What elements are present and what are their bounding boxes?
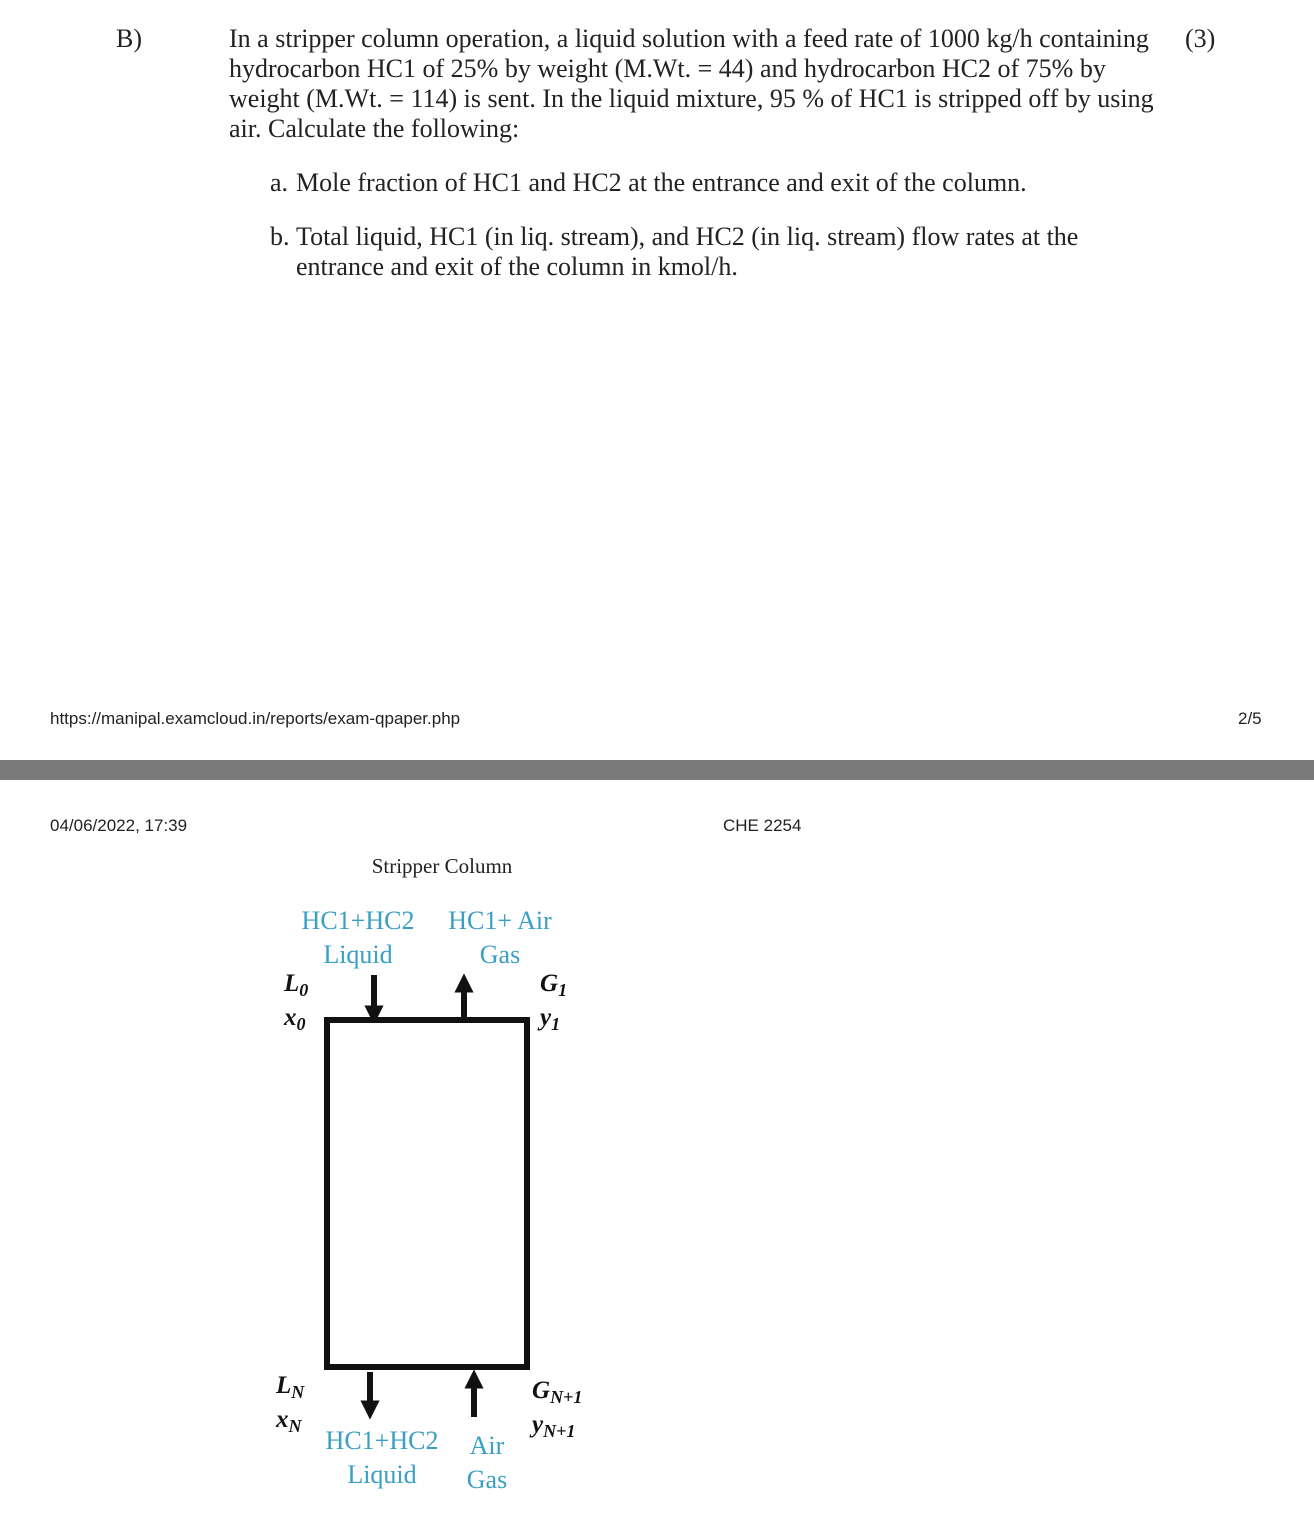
stripper-column-diagram — [260, 845, 640, 1505]
sub-question-b — [270, 222, 1140, 282]
G1-label: $G_1$ — [540, 970, 568, 1000]
header-datetime: 04/06/2022, 17:39 — [50, 816, 188, 835]
sub-question-b-letter: b. — [270, 222, 290, 251]
question-marks: (3) — [1185, 24, 1216, 53]
bottom-liquid-sub: Liquid — [347, 1460, 417, 1489]
diagram-title: Stripper Column — [371, 854, 513, 878]
header-course-code: CHE 2254 — [723, 816, 802, 835]
top-liquid-label: HC1+HC2 — [301, 906, 415, 935]
sub-question-a — [270, 168, 1140, 198]
sub-question-b-text-line1: Total liquid, HC1 (in liq. stream), and HC2 (in liq. stream) flow rates at the — [296, 222, 1079, 251]
sub-question-b-text-line2: entrance and exit of the column in kmol/h. — [296, 252, 738, 281]
L0-label: $L_0$ — [284, 970, 309, 1000]
question-label: B) — [116, 24, 142, 53]
sub-question-a-text: Mole fraction of HC1 and HC2 at the entrance and exit of the column. — [296, 168, 1027, 197]
top-liquid-sub: Liquid — [323, 940, 393, 969]
sub-question-a-letter: a. — [270, 168, 289, 197]
page-break-divider — [0, 760, 1314, 780]
LN-label: $L_N$ — [276, 1372, 305, 1402]
bottom-gas-sub: Gas — [466, 1465, 508, 1494]
top-gas-sub: Gas — [479, 940, 521, 969]
yN1-label: $y_{N+1}$ — [532, 1411, 576, 1441]
bottom-liquid-label: HC1+HC2 — [325, 1426, 439, 1455]
y1-label: $y_1$ — [540, 1004, 561, 1034]
column-body — [327, 1020, 527, 1367]
top-gas-label: HC1+ Air — [448, 906, 552, 935]
x0-label: $x_0$ — [284, 1004, 306, 1034]
footer-url: https://manipal.examcloud.in/reports/exam-qpaper.php — [50, 709, 461, 728]
GN1-label: $G_{N+1}$ — [532, 1377, 583, 1407]
question-text: In a stripper column operation, a liquid solution with a feed rate of 1000 kg/h containing hydrocarbon HC1 of 25% by weight (M.Wt. = 44) and hydrocarbon HC2 of 75% by weight (M.Wt. = 114) is sent. In the liquid mixture, 95 % of HC1 is stripped off by using air. Calculate the following: — [229, 24, 1154, 143]
bottom-gas-label: Air — [469, 1431, 505, 1460]
footer-page-number: 2/5 — [1238, 709, 1262, 728]
xN-label: $x_N$ — [276, 1406, 302, 1436]
